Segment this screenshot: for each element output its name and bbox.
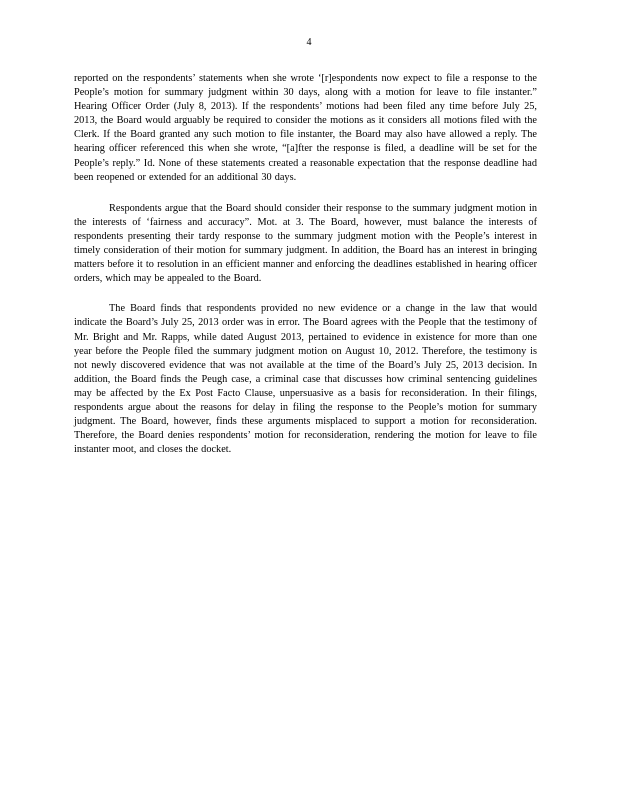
- page-number: 4: [306, 37, 312, 48]
- paragraph-respondents-argument: Respondents argue that the Board should consider their response to the summary judgment motion in the interests of ‘fairness and accuracy”. Mot. at 3. The Board, however, must balance the interests of respondents presenting their tardy response to the summary judgment motion with the People’s interest in timely consideration of their motion for summary judgment. In addition, the Board has an interest in bringing matters before it to resolution in an efficient manner and enforcing the deadlines established in hearing officer orders, which may be appealed to the Board.: [74, 202, 537, 285]
- paragraph-hearing-officer-order: reported on the respondents’ statements when she wrote ‘[r]espondents now expect to file a response to the People’s motion for summary judgment within 30 days, along with a motion for leave to file instanter.” Hearing Officer Order (July 8, 2013). If the respondents’ motions had been filed any time before July 25, 2013, the Board would arguably be required to consider the motions as it considers all motions filed with the Clerk. If the Board granted any such motion to file instanter, the Board may also have allowed a reply. The hearing officer referenced this when she wrote, “[a]fter the response is filed, a deadline will be set for the People’s reply.” Id. None of these statements created a reasonable expectation that the response deadline had been reopened or extended for an additional 30 days.: [74, 73, 537, 183]
- paragraph-board-finding: The Board finds that respondents provided no new evidence or a change in the law that would indicate the Board’s July 25, 2013 order was in error. The Board agrees with the People that the testimony of Mr. Bright and Mr. Rapps, while dated August 2013, pertained to evidence in existence for more than one year before the People filed the summary judgment motion on August 10, 2012. Therefore, the testimony is not newly discovered evidence that was not available at the time of the Board’s July 25, 2013 decision. In addition, the Board finds the Peugh case, a criminal case that discusses how criminal sentencing guidelines may be affected by the Ex Post Facto Clause, unpersuasive as a basis for reconsideration. In their filings, respondents argue about the reasons for delay in filing the response to the People’s motion for summary judgment. The Board, however, finds these arguments misplaced to support a motion for reconsideration. Therefore, the Board denies respondents’ motion for reconsideration, rendering the motion for leave to file instanter moot, and closes the docket.: [74, 303, 537, 456]
- document-body: [74, 72, 537, 457]
